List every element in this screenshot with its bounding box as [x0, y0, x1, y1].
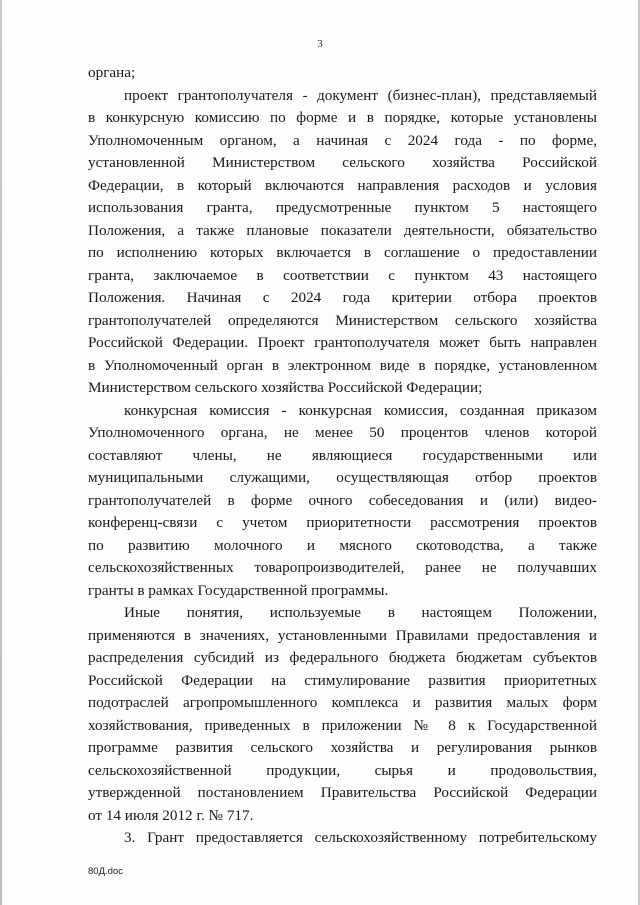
text-line: Министерством сельского хозяйства Российской Федерации; [88, 379, 483, 396]
text-line: Российской Федерации на стимулирование развития приоритетных [88, 671, 597, 689]
text-line: применяются в значениях, установленными Правилами предоставления и [88, 626, 597, 644]
page-number: 3 [317, 38, 323, 50]
text-line: конференц-связи с учетом приоритетности рассмотрения проектов [88, 514, 597, 531]
text-line: от 14 июля 2012 г. № 717. [88, 806, 254, 824]
text-line: сельскохозяйственных товаропроизводителей, ранее не получавших [88, 559, 597, 576]
text-line: программе развития сельского хозяйства и регулирования рынков [88, 739, 597, 756]
text-line: сельскохозяйственной продукции, сырья и продовольствия, [88, 761, 597, 779]
text-line: Уполномоченным органом, а начиная с 2024 года - по форме, [88, 131, 597, 149]
document-body [88, 62, 597, 850]
text-line: 3. Грант предоставляется сельскохозяйственному потребительскому [124, 829, 597, 846]
text-line: в конкурсную комиссию по форме и в порядке, которые установлены [88, 109, 597, 126]
text-line: Положения. Начиная с 2024 года критерии отбора проектов [88, 289, 597, 306]
text-line: органа; [88, 64, 136, 81]
text-line: грантополучателей в форме очного собеседования и (или) видео- [88, 491, 597, 509]
text-line: проект грантополучателя - документ (бизнес-план), представляемый [124, 86, 597, 104]
text-line: Положения, а также плановые показатели деятельности, обязательство [88, 221, 597, 239]
text-line: утвержденной постановлением Правительства Российской Федерации [88, 784, 597, 801]
text-line: Российской Федерации. Проект грантополучателя может быть направлен [88, 334, 597, 351]
text-line: муниципальными служащими, осуществляющая отбор проектов [88, 469, 597, 486]
scan-edge-left [0, 0, 2, 905]
text-line: грантополучателей определяются Министерством сельского хозяйства [88, 311, 597, 329]
file-name-footer: 80Д.doc [88, 866, 123, 877]
text-line: по исполнению которых включается в соглашение о предоставлении [88, 244, 597, 261]
text-line: подотраслей агропромышленного комплекса и развития малых форм [88, 694, 597, 711]
text-line: гранты в рамках Государственной программы. [88, 581, 389, 599]
text-line: Иные понятия, используемые в настоящем Положении, [124, 604, 597, 621]
text-line: по развитию молочного и мясного скотоводства, а также [88, 536, 597, 554]
text-line: в Уполномоченный орган в электронном виде в порядке, установленном [88, 356, 597, 374]
text-line: использования гранта, предусмотренные пунктом 5 настоящего [88, 199, 597, 216]
text-line: составляют члены, не являющиеся государственными или [88, 446, 597, 464]
text-line: распределения субсидий из федерального бюджета бюджетам субъектов [88, 649, 597, 666]
text-line: конкурсная комиссия - конкурсная комиссия, созданная приказом [124, 401, 597, 419]
text-line: установленной Министерством сельского хозяйства Российской [88, 154, 597, 171]
text-line: Уполномоченного органа, не менее 50 процентов членов которой [88, 424, 597, 441]
text-line: Федерации, в который включаются направления расходов и условия [88, 176, 597, 194]
text-line: гранта, заключаемое в соответствии с пунктом 43 настоящего [88, 266, 597, 284]
text-line: хозяйствования, приведенных в приложении № 8 к Государственной [88, 716, 597, 734]
